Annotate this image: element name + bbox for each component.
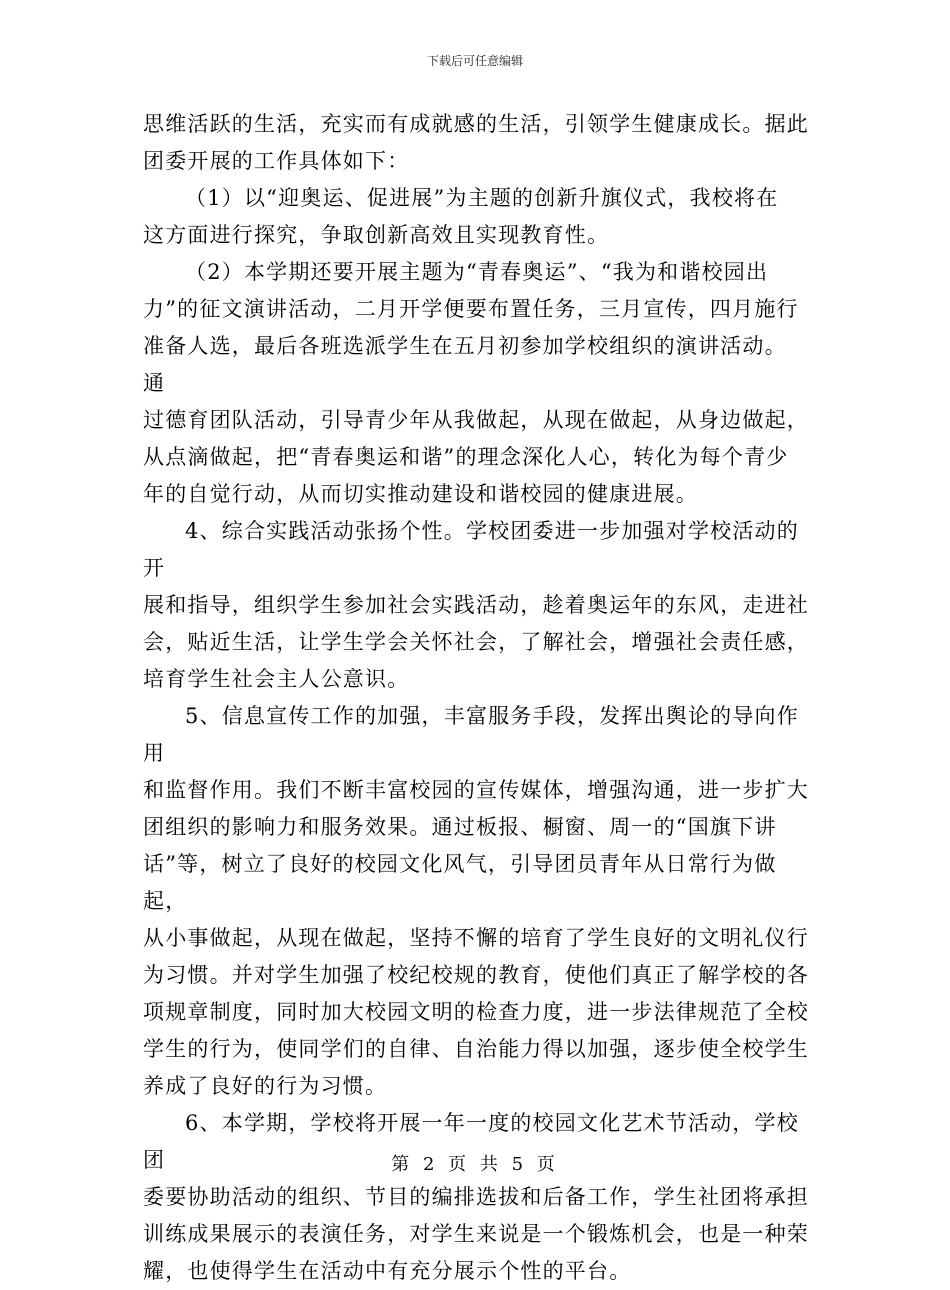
- document-body: [143, 106, 811, 1290]
- paragraph-item-1: （1）以“迎奥运、促进展”为主题的创新升旗仪式，我校将在 这方面进行探究，争取创新高效且实现教育性。: [143, 186, 779, 247]
- page-header-note: 下载后可任意编辑: [426, 54, 523, 68]
- paragraph-item-6: 6、本学期，学校将开展一年一度的校园文化艺术节活动，学校团 委要协助活动的组织、节目的编排选拔和后备工作，学生社团将承担 训练成果展示的表演任务，对学生来说是一个锻炼机会，也是一种荣 耀，也使得学生在活动中有充分展示个性的平台。: [143, 1111, 809, 1283]
- paragraph-item-2: （2）本学期还要开展主题为“青春奥运”、“我为和谐校园出 力”的征文演讲活动，二月开学便要布置任务，三月宣传，四月施行 准备人选，最后各班选派学生在五月初参加学校组织的演讲活动。 通 过德育团队活动，引导青少年从我做起，从现在做起，从身边做起， 从点滴做起，把“青春奥运和谐”的理念深化人心，转化为每个青少 年的自觉行动，从而切实推动建设和谐校园的健康进展。: [143, 260, 809, 506]
- page-number: 第 2 页 共 5 页: [391, 1154, 559, 1175]
- paragraph-item-5: 5、信息宣传工作的加强，丰富服务手段，发挥出舆论的导向作用 和监督作用。我们不断丰富校园的宣传媒体，增强沟通，进一步扩大 团组织的影响力和服务效果。通过板报、橱窗、周一的“国旗下讲 话”等，树立了良好的校园文化风气，引导团员青年从日常行为做起， 从小事做起，从现在做起，坚持不懈的培育了学生良好的文明礼仪行 为习惯。并对学生加强了校纪校规的教育，使他们真正了解学校的各 项规章制度，同时加大校园文明的检查力度，进一步法律规范了全校 学生的行为，使同学们的自律、自治能力得以加强，逐步使全校学生 养成了良好的行为习惯。: [143, 704, 809, 1098]
- paragraph-item-4: 4、综合实践活动张扬个性。学校团委进一步加强对学校活动的开 展和指导，组织学生参加社会实践活动，趁着奥运年的东风，走进社 会，贴近生活，让学生学会关怀社会，了解社会，增强社会责任感， 培育学生社会主人公意识。: [143, 519, 809, 691]
- paragraph-intro: 思维活跃的生活，充实而有成就感的生活，引领学生健康成长。据此 团委开展的工作具体如下：: [143, 112, 809, 173]
